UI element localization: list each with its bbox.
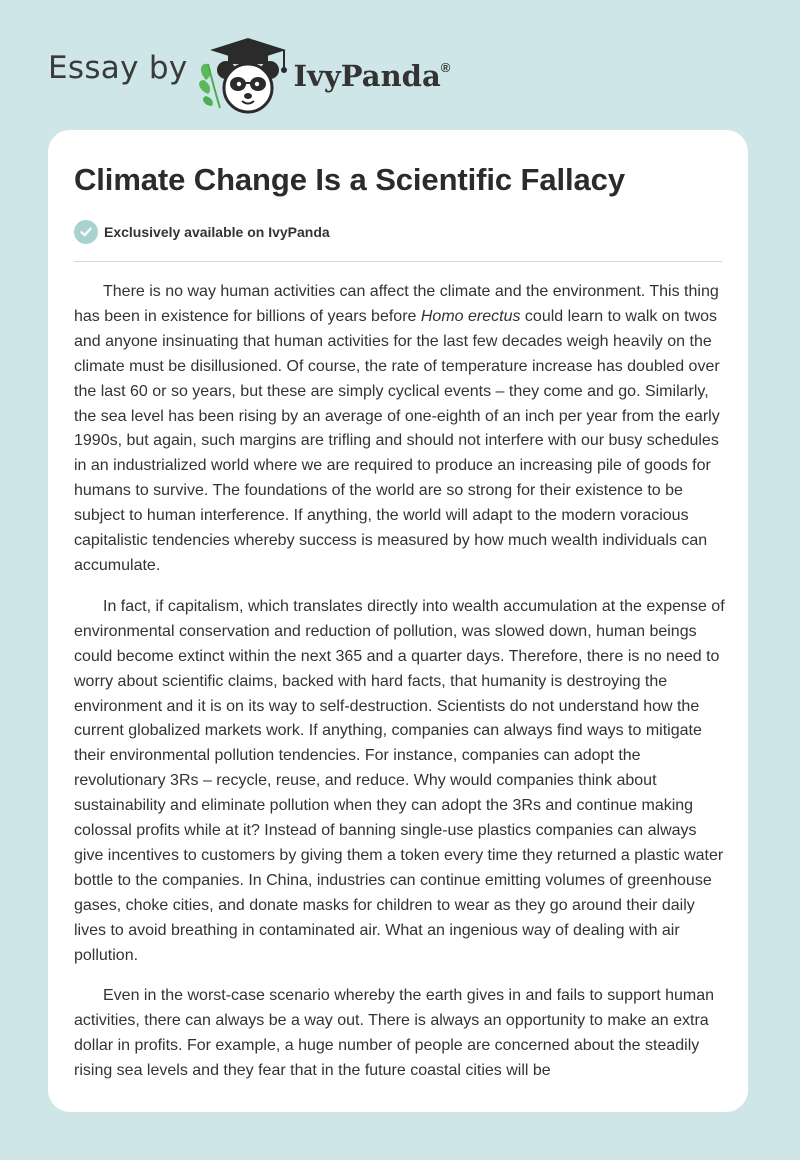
paragraph: There is no way human activities can affect the climate and the environment. This thing has been in existence for billions of years before Homo erectus could learn to walk on twos and anyone insinuating that human activities for the last few decades weigh heavily on the climate must be disillusioned. Of course, the rate of temperature increase has doubled over the last 60 or so years, but these are simply cyclical events – they come and go. Similarly, the sea level has been rising by an average of one-eighth of an inch per year from the early 1990s, but again, such margins are trifling and should not interfere with our busy schedules in an industrialized world where we are required to produce an increasing pile of goods for humans to survive. The foundations of the world are so strong for their existence to be subject to human interference. If anything, the world will adapt to the modern voracious capitalistic tendencies whereby success is measured by how much wealth individuals can accumulate. <box>74 283 720 574</box>
site-header <box>48 28 450 118</box>
panda-graduate-icon[interactable] <box>196 28 294 118</box>
divider <box>74 261 722 262</box>
check-circle-icon <box>74 220 98 244</box>
exclusive-badge <box>74 220 330 244</box>
paragraph: Even in the worst-case scenario whereby the earth gives in and fails to support human activities, there can always be a way out. There is always an opportunity to make an extra dollar in profits. For example, a huge number of people are concerned about the steadily rising sea levels and they fear that in the future coastal cities will be <box>74 987 714 1080</box>
essay-body <box>74 280 726 1100</box>
essay-card <box>48 130 748 1112</box>
badge-label: Exclusively available on IvyPanda <box>104 224 330 240</box>
page-title: Climate Change Is a Scientific Fallacy <box>74 162 625 197</box>
registered-mark: ® <box>440 60 451 75</box>
brand-name[interactable]: IvyPanda® <box>293 59 451 93</box>
essay-by-label: Essay by <box>48 50 188 86</box>
paragraph: In fact, if capitalism, which translates directly into wealth accumulation at the expense of environmental conservation and reduction of pollution, was slowed down, human beings could become extinct within the next 365 and a quarter days. Therefore, there is no need to worry about scientific claims, backed with hard facts, that humanity is destroying the environment and it is on its way to self-destruction. Scientists do not understand how the current globalized markets work. If anything, companies can always find ways to mitigate their environmental pollution tendencies. For instance, companies can adopt the revolutionary 3Rs – recycle, reuse, and reduce. Why would companies think about sustainability and eliminate pollution when they can adopt the 3Rs and continue making colossal profits while at it? Instead of banning single-use plastics companies can always give incentives to customers by giving them a token every time they returned a plastic water bottle to the companies. In China, industries can continue emitting volumes of greenhouse gases, choke cities, and donate masks for children to wear as they go around their daily lives to avoid breathing in contaminated air. What an ingenious way of dealing with air pollution. <box>74 597 725 964</box>
italic-term: Homo erectus <box>420 307 521 325</box>
